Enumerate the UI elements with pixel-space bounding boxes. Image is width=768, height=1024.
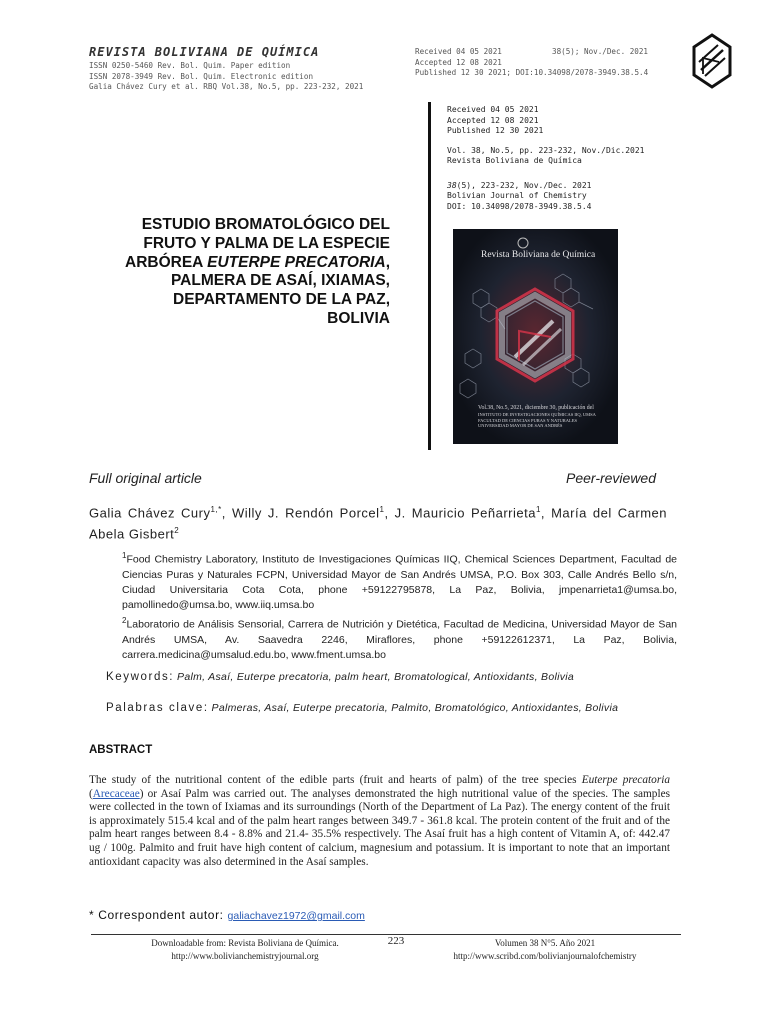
header-published-doi: Published 12 30 2021; DOI:10.34098/2078-3949.38.5.4 [415,68,649,77]
pub-journal-es: Revista Boliviana de Química [447,156,582,165]
keywords: Keywords: Palm, Asaí, Euterpe precatoria, palm heart, Bromatological, Antioxidants, Bolivia [106,671,575,683]
article-title: ESTUDIO BROMATOLÓGICO DEL FRUTO Y PALMA DE LA ESPECIE ARBÓREA EUTERPE PRECATORIA, PALMERA DE ASAÍ, IXIAMAS, DEPARTAMENTO DE LA PAZ, BOLIVIA [125,216,390,327]
citation-line: Galia Chávez Cury et al. RBQ Vol.38, No.5, pp. 223-232, 2021 [89,82,364,91]
footer-left: Downloadable from: Revista Boliviana de Química. http://www.bolivianchemistryjournal.org [100,937,390,962]
pub-published: Published 12 30 2021 [447,126,544,135]
title-species: EUTERPE PRECATORIA [207,253,386,271]
header-issue: 38(5); Nov./Dec. 2021 [552,47,649,56]
footer-right-url[interactable]: http://www.scribd.com/bolivianjournalofchemistry [453,950,637,961]
pub-issue: 38(5), 223-232, Nov./Dec. 2021 [447,180,592,190]
correspondent-author: * Correspondent autor: galiachavez1972@gmail.com [89,908,365,922]
article-type: Full original article [89,470,202,486]
journal-header [89,45,419,93]
footer-right: Volumen 38 N°5. Año 2021 http://www.scribd.com/bolivianjournalofchemistry [425,937,665,962]
issn-print: ISSN 0250-5460 Rev. Bol. Quim. Paper edition [89,61,291,70]
pub-volume: Vol. 38, No.5, pp. 223-232, Nov./Dic.2021 [447,145,645,155]
pub-accepted: Accepted 12 08 2021 [447,115,539,125]
journal-name: REVISTA BOLIVIANA DE QUÍMICA [89,45,320,59]
cover-title: Revista Boliviana de Química [481,250,596,260]
affiliation-2: $^2$Laboratorio de Análisis Sensorial, Carrera de Nutrición y Dietética, Facultad de Medicina, Universidad Mayor de San Andrés UMSA, Av. Saavedra 2246, Miraflores, phone +59122612371, La Paz, Bolivia, carrera.medicina@umsalud.edu.bo, www.fment.umsa.bo [122,616,677,661]
correspondent-email-link[interactable]: galiachavez1972@gmail.com [227,910,365,922]
dates-header [415,47,700,79]
review-type: Peer-reviewed [566,470,657,486]
pub-received: Received 04 05 2021 [447,105,539,114]
journal-logo-icon [690,32,734,90]
header-received: Received 04 05 2021 [415,47,502,56]
vertical-divider [428,102,431,450]
arecaceae-link[interactable]: Arecaceae [92,787,140,800]
pub-journal-en: Bolivian Journal of Chemistry [447,191,587,200]
footer-left-url[interactable]: http://www.bolivianchemistryjournal.org [171,950,319,961]
author-list: Galia Chávez Cury$^{1,*}$, Willy J. Rendón Porcel$^1$, J. Mauricio Peñarrieta$^1$, María del Carmen Abela Gisbert$^2$ [89,505,667,542]
affiliation-1: $^1$Food Chemistry Laboratory, Instituto de Investigaciones Químicas IIQ, Chemical Sciences Department, Facultad de Ciencias Puras y Naturales FCPN, Universidad Mayor de San Andrés UMSA, P.O. Box 303, Calle Andrés Bello s/n, Ciudad Universitaria Cota Cota, phone +59122795878, La Paz, Bolivia, jmpenarrieta1@umsa.bo, pamollinedo@umsa.bo, www.iiq.umsa.bo [122,551,677,611]
publication-info [447,105,687,212]
pub-doi: DOI: 10.34098/2078-3949.38.5.4 [447,201,592,211]
abstract-heading: ABSTRACT [89,744,153,756]
cover-caption: Vol.38, No.5, 2021, diciembre 30, publicación del INSTITUTO DE INVESTIGACIONES QUÍMICAS IIQ, UMSA FACULTAD DE CIENCIAS PURAS Y NATURALES UNIVERSIDAD MAYOR DE SAN ANDRÉS [478,405,596,428]
journal-cover-image [453,229,618,444]
issn-electronic: ISSN 2078-3949 Rev. Bol. Quim. Electronic edition [89,71,314,81]
header-accepted: Accepted 12 08 2021 [415,57,502,67]
palabras-clave: Palabras clave: Palmeras, Asaí, Euterpe precatoria, Palmito, Bromatológico, Antioxidantes, Bolivia [106,702,619,714]
abstract-body: The study of the nutritional content of the edible parts (fruit and hearts of palm) of the tree species Euterpe precatoria (Arecaceae) or Asaí Palm was carried out. The analyses demonstrated the high nutritional value of the species. The samples were collected in the town of Ixiamas and its surroundings (North of the Department of La Paz). The energy content of the fruit is approximately 515.4 kcal and of the palm heart ranges between 349.7 - 361.8 kcal. The protein content of the fruit and of the palm heart ranges between 8.4 - 8.8% and 21.4- 35.5% respectively. The Asaí fruit has a high content of Vitamin A, of: 442.47 ug / 100g. Palmito and fruit have high content of calcium, magnesium and potassium. It is important to note that an important antioxidant capacity was also determined in the Asaí samples. [89,774,670,868]
page-number: 223 [387,935,405,947]
